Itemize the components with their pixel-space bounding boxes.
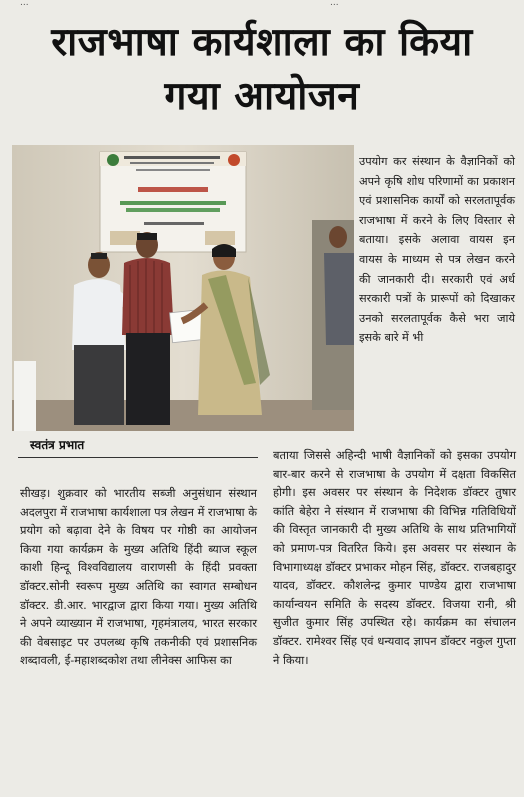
masthead-strip	[0, 0, 524, 12]
right-column-paragraph: उपयोग कर संस्थान के वैज्ञानिकों को अपने कृषि शोध परिणामों का प्रकाशन एवं प्रशासनिक कार्यों को सरलतापूर्वक राजभाषा में करने के लिए विस्तार से बताया। इसके अलावा वायस इन वायस के माध्यम से पत्र लेखन करने की जानकारी दी। सरकारी एवं अर्ध सरकारी पत्रों के प्रारूपों को दिखाकर उनको सरलतापूर्वक कैसे भरा जाये इसके बारे में भी	[359, 155, 515, 345]
article-headline	[8, 16, 516, 124]
photo-illustration	[12, 145, 354, 431]
bottom-left-column-text	[20, 484, 257, 670]
photo-credit: स्वतंत्र प्रभात	[30, 438, 85, 452]
credit-divider	[18, 457, 258, 458]
bottom-left-paragraph: सीखड़। शुक्रवार को भारतीय सब्जी अनुसंधान संस्थान अदलपुरा में राजभाषा कार्यशाला पत्र लेखन में राजभाषा के प्रयोग को बढ़ावा देने के विषय पर गोष्ठी का आयोजन किया गया कार्यक्रम के मुख्य अतिथि हिंदी ब्याज स्कूल काशी हिन्दू विश्वविद्यालय वाराणसी के हिंदी प्रवक्ता डॉक्टर.सोनी स्वरूप मुख्य अतिथि का स्वागत सम्बोधन डॉक्टर. डी.आर. भारद्वाज द्वारा किया गया। मुख्य अतिथि ने अपने व्याख्यान में राजभाषा, गृहमंत्रालय, भारत सरकार की वेबसाइट पर उपलब्ध कृषि तकनीकी एवं प्रशासनिक शब्दावली, ई-महाशब्दकोश तथा लीनेक्स आफिस का	[20, 486, 257, 668]
article-photo	[12, 145, 354, 431]
masthead-right-fragment: ...	[330, 0, 339, 8]
right-column-text	[359, 152, 515, 348]
masthead-left-fragment: ...	[20, 0, 29, 8]
bottom-right-paragraph: बताया जिससे अहिन्दी भाषी वैज्ञानिकों को इसका उपयोग बार-बार करने से राजभाषा के उपयोग में दक्षता विकसित होगी। इस अवसर पर संस्थान के निदेशक डॉक्टर तुषार कांति बेहेरा ने संस्थान में राजभाषा की विभिन्न गतिविधियों की विस्तृत जानकारी दी मुख्य अतिथि के साथ प्रतिभागियों को प्रमाण-पत्र वितरित किये। इस अवसर पर संस्थान के विभागाध्यक्ष डॉक्टर प्रभाकर मोहन सिंह, डॉक्टर. राजबहादुर यादव, डॉक्टर. कौशलेन्द्र कुमार पाण्डेय द्वारा राजभाषा कार्यान्वयन समिति के सदस्य डॉक्टर. विजया रानी, श्री सुजीत कुमार सिंह उपस्थित रहे। कार्यक्रम का संचालन डॉक्टर. रामेश्वर सिंह एवं धन्यवाद ज्ञापन डॉक्टर नकुल गुप्ता ने किया।	[273, 448, 516, 667]
headline-line-1: राजभाषा कार्यशाला का किया	[51, 20, 473, 65]
headline-line-2: गया आयोजन	[164, 74, 360, 119]
bottom-right-column-text	[273, 446, 516, 669]
